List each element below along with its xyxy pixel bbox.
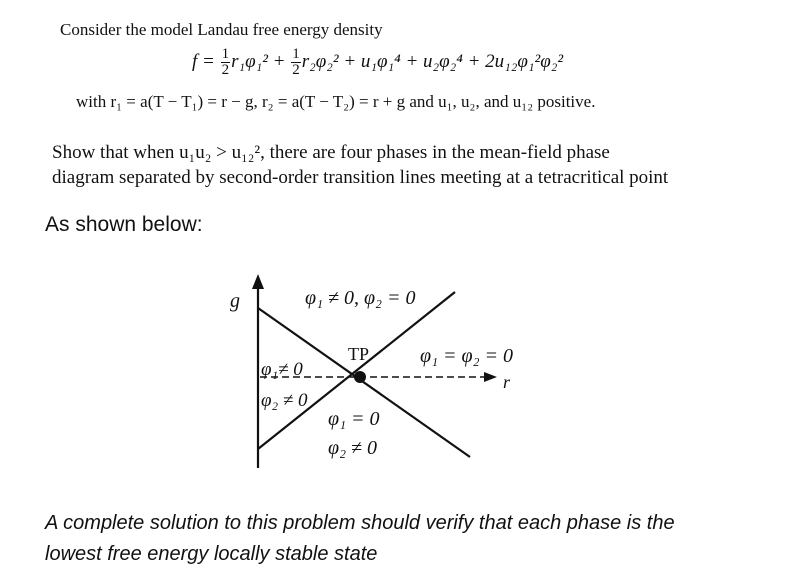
axis-x-label: r bbox=[503, 372, 511, 392]
intro-text: Consider the model Landau free energy density bbox=[60, 20, 383, 39]
fraction-den-1: 2 bbox=[221, 62, 230, 78]
shown-below-text: As shown below: bbox=[45, 213, 203, 236]
tetracritical-point bbox=[354, 371, 366, 383]
phase-bottom-label-1: φ₁ = 0 bbox=[328, 408, 380, 430]
phase-top-label: φ₁ ≠ 0, φ₂ = 0 bbox=[305, 287, 416, 309]
y-axis-arrow bbox=[252, 274, 264, 289]
fraction-num-2: 1 bbox=[292, 46, 300, 62]
fraction-den-2: 2 bbox=[292, 62, 300, 78]
phase-left-label-2: φ₂ ≠ 0 bbox=[261, 390, 308, 411]
axis-y-label: g bbox=[230, 290, 240, 312]
transition-line-1 bbox=[258, 308, 470, 457]
phase-left-label-1: φ₁≠ 0 bbox=[261, 359, 303, 380]
free-energy-formula bbox=[192, 47, 563, 78]
formula-term-2: r₂φ₂² + u₁φ₁⁴ + u₂φ₂⁴ + 2u₁₂φ₁²φ₂² bbox=[301, 50, 564, 72]
tp-label: TP bbox=[348, 344, 370, 364]
task-line-2: diagram separated by second-order transition lines meeting at a tetracritical point bbox=[52, 167, 669, 188]
fraction-half-2 bbox=[291, 47, 301, 78]
fraction-half-1 bbox=[221, 47, 231, 78]
r-axis-arrow bbox=[484, 372, 497, 382]
phase-right-label: φ₁ = φ₂ = 0 bbox=[420, 345, 514, 367]
fraction-num-1: 1 bbox=[221, 46, 230, 62]
note-line-1: A complete solution to this problem should verify that each phase is the bbox=[45, 512, 675, 534]
note-line-2: lowest free energy locally stable state bbox=[45, 543, 378, 565]
phase-bottom-label-2: φ₂ ≠ 0 bbox=[328, 437, 377, 459]
task-line-1: Show that when u₁u₂ > u₁₂², there are four phases in the mean-field phase bbox=[52, 142, 610, 163]
definitions-text: with r₁ = a(T − T₁) = r − g, r₂ = a(T − T₂) = r + g and u₁, u₂, and u₁₂ positive. bbox=[76, 92, 596, 111]
formula-eq: = bbox=[197, 50, 220, 72]
phase-diagram bbox=[200, 262, 580, 480]
formula-term-1: r₁φ₁² + bbox=[231, 50, 291, 72]
formula-lhs: f bbox=[192, 50, 198, 72]
